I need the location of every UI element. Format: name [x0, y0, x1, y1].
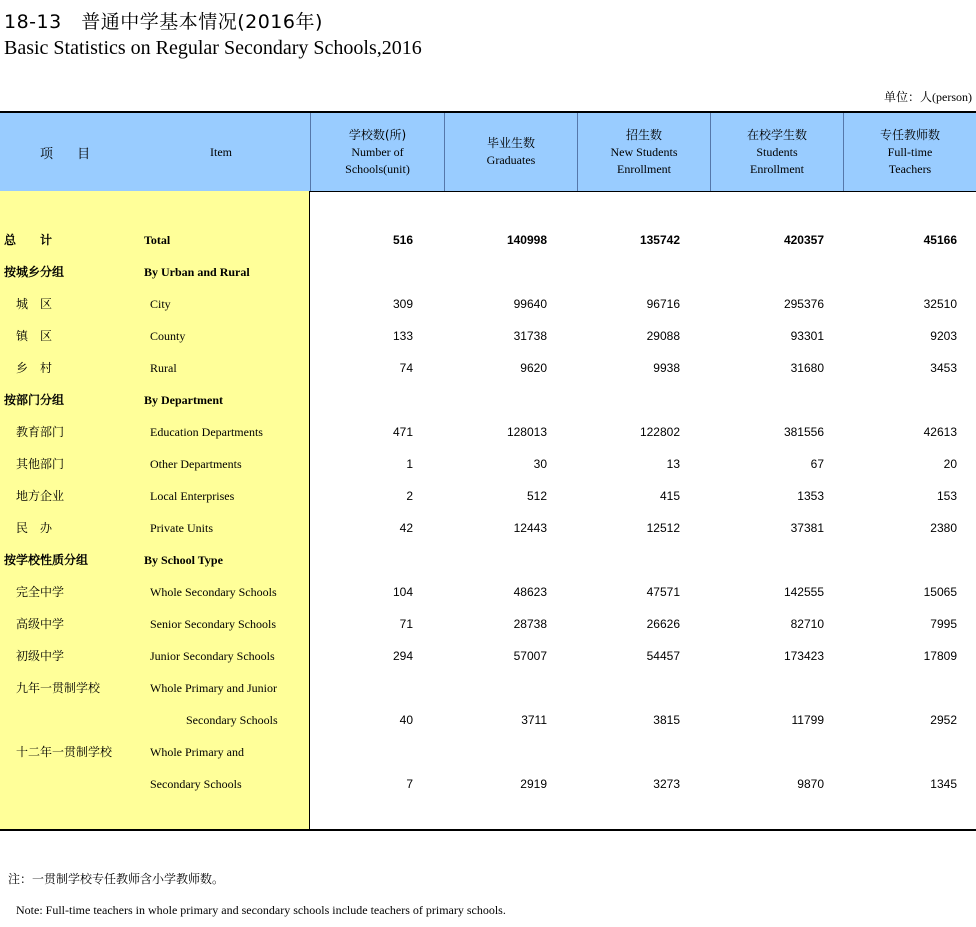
cell-value: 9870: [797, 777, 824, 791]
row-label-chinese: 完全中学: [16, 585, 65, 599]
cell-value: 17809: [923, 649, 957, 663]
header-students-enrollment: [710, 113, 843, 191]
row-label-english: Other Departments: [150, 457, 242, 471]
row-label-chinese: 镇 区: [16, 329, 53, 343]
row-label-chinese: 城 区: [16, 297, 53, 311]
header-col-en: Teachers: [888, 161, 932, 176]
cell-value: 9203: [930, 329, 957, 343]
row-label-chinese: 初级中学: [16, 649, 65, 663]
cell-value: 381556: [783, 425, 824, 439]
cell-value: 122802: [639, 425, 680, 439]
cell-value: 42613: [923, 425, 957, 439]
unit-label: 单位：人(person): [884, 90, 972, 104]
table-row: [0, 288, 976, 320]
header-col-en: Students: [756, 144, 798, 159]
cell-value: 3453: [930, 361, 957, 375]
cell-value: 12512: [646, 521, 680, 535]
table-row: [0, 448, 976, 480]
table-row: [0, 672, 976, 704]
table-row: [0, 224, 976, 256]
cell-value: 71: [399, 617, 413, 631]
header-teachers: [843, 113, 976, 191]
cell-value: 20: [943, 457, 957, 471]
table-row: [0, 512, 976, 544]
cell-value: 2380: [930, 521, 957, 535]
header-col-en: Number of: [351, 144, 404, 159]
cell-value: 104: [392, 585, 413, 599]
cell-value: 3273: [653, 777, 680, 791]
cell-value: 67: [810, 457, 824, 471]
cell-value: 57007: [513, 649, 547, 663]
header-col-en: New Students: [610, 144, 678, 159]
header-item-chinese: 项 目: [40, 146, 101, 162]
row-label-chinese: 教育部门: [16, 425, 65, 439]
header-col-en: Graduates: [486, 153, 536, 167]
cell-value: 74: [399, 361, 413, 375]
table-row: [0, 640, 976, 672]
header-col-cn: 在校学生数: [746, 127, 807, 142]
cell-value: 516: [392, 233, 413, 247]
row-label-chinese: 按学校性质分组: [4, 553, 89, 567]
header-col-en: Enrollment: [617, 161, 671, 176]
table-row: [0, 768, 976, 800]
row-label-english: Secondary Schools: [186, 713, 278, 727]
row-label-chinese: 按部门分组: [4, 393, 65, 407]
table-row: [0, 384, 976, 416]
row-label-chinese: 按城乡分组: [4, 265, 65, 279]
header-col-cn: 学校数(所): [348, 127, 407, 142]
row-label-chinese: 高级中学: [16, 617, 65, 631]
cell-value: 96716: [646, 297, 680, 311]
cell-value: 1: [406, 457, 413, 471]
row-label-english: Secondary Schools: [150, 777, 242, 791]
cell-value: 295376: [783, 297, 824, 311]
cell-value: 415: [659, 489, 680, 503]
table-row: [0, 320, 976, 352]
cell-value: 2952: [930, 713, 957, 727]
cell-value: 142555: [783, 585, 824, 599]
table-row: [0, 256, 976, 288]
row-label-english: Education Departments: [150, 425, 263, 439]
cell-value: 13: [666, 457, 680, 471]
cell-value: 48623: [513, 585, 547, 599]
header-graduates: [444, 113, 577, 191]
row-label-english: By School Type: [144, 553, 223, 567]
row-label-english: By Department: [144, 393, 223, 407]
cell-value: 82710: [790, 617, 824, 631]
header-new-students: [577, 113, 710, 191]
page-title-chinese: 18-13 普通中学基本情况(2016年): [4, 11, 323, 33]
row-label-english: Total: [144, 233, 171, 247]
cell-value: 153: [936, 489, 957, 503]
cell-value: 471: [392, 425, 413, 439]
cell-value: 294: [392, 649, 413, 663]
header-col-en: Schools(unit): [345, 161, 410, 176]
cell-value: 3711: [521, 713, 547, 727]
table-row: [0, 736, 976, 768]
cell-value: 54457: [646, 649, 680, 663]
row-label-chinese: 民 办: [16, 521, 53, 535]
row-label-english: County: [150, 329, 186, 343]
row-label-english: Whole Primary and: [150, 745, 244, 759]
cell-value: 128013: [506, 425, 547, 439]
cell-value: 173423: [783, 649, 824, 663]
cell-value: 30: [533, 457, 547, 471]
header-col-cn: 招生数: [625, 127, 662, 142]
statistics-table: [0, 111, 976, 831]
table-header: [0, 113, 976, 192]
cell-value: 99640: [513, 297, 547, 311]
cell-value: 1345: [930, 777, 957, 791]
cell-value: 140998: [506, 233, 547, 247]
row-label-chinese: 十二年一贯制学校: [16, 745, 113, 759]
cell-value: 12443: [513, 521, 547, 535]
row-label-english: Whole Secondary Schools: [150, 585, 277, 599]
cell-value: 32510: [923, 297, 957, 311]
page-title-english: Basic Statistics on Regular Secondary Schools,2016: [4, 37, 422, 59]
cell-value: 309: [392, 297, 413, 311]
cell-value: 133: [392, 329, 413, 343]
table-row: [0, 544, 976, 576]
row-label-english: Local Enterprises: [150, 489, 235, 503]
table-row: [0, 480, 976, 512]
cell-value: 420357: [783, 233, 824, 247]
row-label-chinese: 总 计: [4, 233, 53, 247]
cell-value: 135742: [639, 233, 680, 247]
cell-value: 31680: [790, 361, 824, 375]
cell-value: 9938: [653, 361, 680, 375]
cell-value: 42: [399, 521, 413, 535]
cell-value: 15065: [923, 585, 957, 599]
header-col-en: Full-time: [887, 144, 933, 159]
table-row: [0, 704, 976, 736]
row-label-english: City: [150, 297, 171, 311]
cell-value: 11799: [791, 713, 824, 727]
cell-value: 9620: [520, 361, 547, 375]
cell-value: 37381: [790, 521, 824, 535]
cell-value: 93301: [790, 329, 824, 343]
row-label-english: Senior Secondary Schools: [150, 617, 276, 631]
footnote-english: Note: Full-time teachers in whole primary and secondary schools include teachers of primary schools.: [16, 903, 506, 917]
cell-value: 2919: [520, 777, 547, 791]
table-row: [0, 416, 976, 448]
table-row: [0, 576, 976, 608]
header-col-cn: 毕业生数: [486, 136, 535, 150]
cell-value: 3815: [653, 713, 680, 727]
cell-value: 2: [406, 489, 413, 503]
table-row: [0, 608, 976, 640]
cell-value: 47571: [646, 585, 680, 599]
cell-value: 7: [406, 777, 413, 791]
table-row: [0, 352, 976, 384]
cell-value: 1353: [797, 489, 824, 503]
row-label-english: Private Units: [150, 521, 213, 535]
row-label-english: Whole Primary and Junior: [150, 681, 277, 695]
row-label-chinese: 九年一贯制学校: [16, 681, 101, 695]
header-col-en: Enrollment: [750, 161, 804, 176]
row-label-chinese: 地方企业: [16, 489, 65, 503]
row-label-english: Junior Secondary Schools: [150, 649, 275, 663]
cell-value: 31738: [513, 329, 547, 343]
header-col-cn: 专任教师数: [879, 127, 940, 142]
cell-value: 45166: [923, 233, 957, 247]
footnote-chinese: 注：一贯制学校专任教师含小学教师数。: [8, 872, 225, 886]
row-label-chinese: 乡 村: [16, 361, 53, 375]
row-label-english: Rural: [150, 361, 177, 375]
cell-value: 29088: [646, 329, 680, 343]
cell-value: 512: [526, 489, 547, 503]
cell-value: 40: [399, 713, 413, 727]
header-item-english: Item: [210, 144, 232, 159]
row-label-chinese: 其他部门: [16, 457, 65, 471]
cell-value: 28738: [513, 617, 547, 631]
row-label-english: By Urban and Rural: [144, 265, 250, 279]
cell-value: 26626: [646, 617, 680, 631]
cell-value: 7995: [930, 617, 957, 631]
header-schools: [310, 113, 444, 191]
